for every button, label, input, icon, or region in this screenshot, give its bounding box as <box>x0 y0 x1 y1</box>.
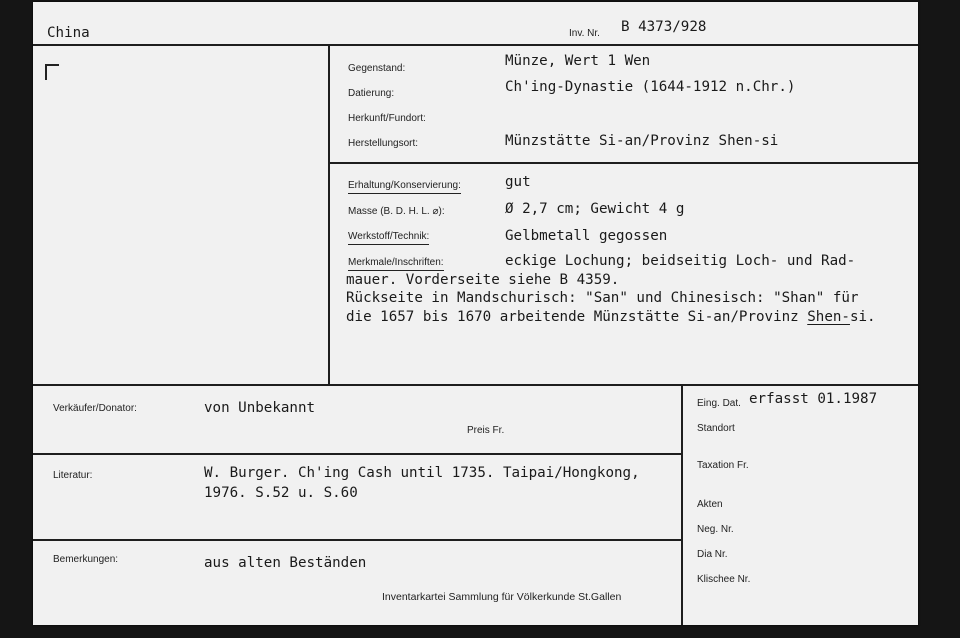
inv-label: Inv. Nr. <box>569 28 600 39</box>
merkmale-label: Merkmale/Inschriften: <box>348 257 444 271</box>
gegenstand-label: Gegenstand: <box>348 63 406 74</box>
divider-header <box>33 44 918 46</box>
standort-label: Standort <box>697 423 735 434</box>
divider-verkaeufer <box>33 453 681 455</box>
herstellungsort-value: Münzstätte Si-an/Provinz Shen-si <box>505 133 779 149</box>
literatur-line-1: W. Burger. Ch'ing Cash until 1735. Taipai/Hongkong, <box>204 465 640 481</box>
datierung-label: Datierung: <box>348 88 395 99</box>
neg-nr-label: Neg. Nr. <box>697 524 734 535</box>
merkmale-line-4-c: si. <box>849 309 876 325</box>
bemerkungen-label: Bemerkungen: <box>53 554 119 565</box>
verkaeufer-label: Verkäufer/Donator: <box>53 403 137 414</box>
divider-literatur <box>33 539 681 541</box>
merkmale-line-1: eckige Lochung; beidseitig Loch- und Rad- <box>505 253 856 269</box>
merkmale-line-4-a: die 1657 bis 1670 arbeitende Münzstätte Si-an/Provinz <box>346 309 808 325</box>
herkunft-label: Herkunft/Fundort: <box>348 113 426 124</box>
divider-details <box>33 384 918 386</box>
divider-image-column <box>328 44 330 386</box>
country: China <box>47 25 90 41</box>
literatur-label: Literatur: <box>53 470 93 481</box>
herstellungsort-label: Herstellungsort: <box>348 138 419 149</box>
werkstoff-value: Gelbmetall gegossen <box>505 228 668 244</box>
eing-dat-label: Eing. Dat. <box>697 398 741 409</box>
photo-corner-mark <box>45 64 59 80</box>
divider-object <box>328 162 918 164</box>
merkmale-line-2: mauer. Vorderseite siehe B 4359. <box>346 272 620 288</box>
preis-label: Preis Fr. <box>467 425 505 436</box>
werkstoff-label: Werkstoff/Technik: <box>348 231 429 245</box>
divider-side-column <box>681 384 683 625</box>
merkmale-line-4-b: Shen- <box>807 309 850 325</box>
klischee-nr-label: Klischee Nr. <box>697 574 751 585</box>
bemerkungen-value: aus alten Beständen <box>204 555 367 571</box>
merkmale-line-3: Rückseite in Mandschurisch: "San" und Chinesisch: "Shan" für <box>346 290 859 306</box>
taxation-label: Taxation Fr. <box>697 460 749 471</box>
card-footer: Inventarkartei Sammlung für Völkerkunde St.Gallen <box>382 591 622 603</box>
dia-nr-label: Dia Nr. <box>697 549 728 560</box>
datierung-value: Ch'ing-Dynastie (1644-1912 n.Chr.) <box>505 79 796 95</box>
masse-label: Masse (B. D. H. L. ⌀): <box>348 206 445 217</box>
inv-number: B 4373/928 <box>621 19 707 35</box>
masse-value: Ø 2,7 cm; Gewicht 4 g <box>505 201 685 217</box>
verkaeufer-value: von Unbekannt <box>204 400 316 416</box>
inventory-card <box>33 2 918 625</box>
erhaltung-value: gut <box>505 174 531 190</box>
eing-dat-value: erfasst 01.1987 <box>749 391 878 407</box>
merkmale-line-4 <box>346 309 876 325</box>
akten-label: Akten <box>697 499 723 510</box>
erhaltung-label: Erhaltung/Konservierung: <box>348 180 461 194</box>
literatur-line-2: 1976. S.52 u. S.60 <box>204 485 358 501</box>
gegenstand-value: Münze, Wert 1 Wen <box>505 53 651 69</box>
